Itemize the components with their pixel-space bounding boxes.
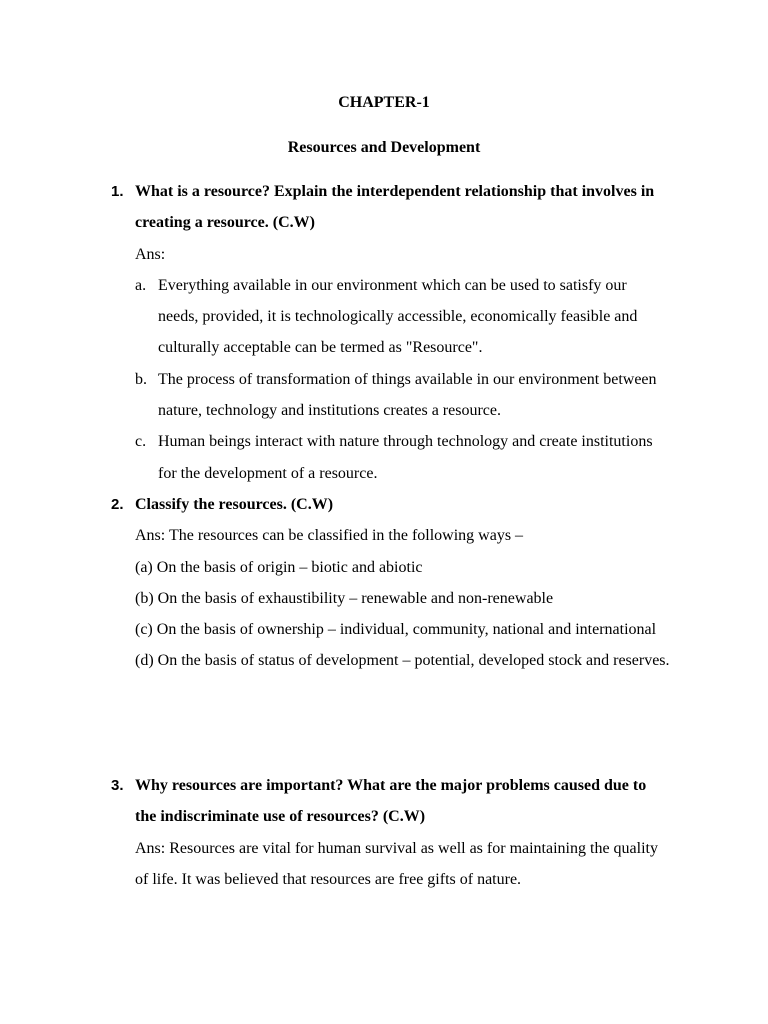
question-3: [111, 770, 671, 895]
classification-line: (d) On the basis of status of development – potential, developed stock and reserves.: [135, 652, 670, 670]
item-text: Everything available in our environment which can be used to satisfy our needs, provided, it is technologically accessible, economically feasible and culturally acceptable can be termed as "Resource".: [158, 276, 638, 357]
question-text: Why resources are important? What are the major problems caused due to the indiscriminate use of resources? (C.W): [135, 777, 647, 826]
item-letter: b.: [135, 370, 147, 388]
chapter-subtitle: Resources and Development: [287, 139, 481, 156]
answer-intro: Ans: The resources can be classified in the following ways –: [135, 527, 524, 545]
item-letter: c.: [135, 433, 147, 451]
item-text: Human beings interact with nature through technology and create institutions for the development of a resource.: [158, 433, 653, 482]
classification-line: (c) On the basis of ownership – individual, community, national and international: [135, 621, 657, 639]
question-2: [111, 489, 671, 677]
item-letter: a.: [135, 276, 147, 294]
item-text: The process of transformation of things available in our environment between nature, technology and institutions creates a resource.: [158, 370, 657, 420]
question-1: [111, 176, 671, 489]
question-number: 1.: [111, 183, 124, 200]
question-text: What is a resource? Explain the interdependent relationship that involves in creating a resource. (C.W): [135, 183, 655, 232]
classification-line: (b) On the basis of exhaustibility – renewable and non-renewable: [135, 589, 554, 607]
classification-line: (a) On the basis of origin – biotic and abiotic: [135, 558, 423, 576]
answer-item: [135, 426, 671, 489]
chapter-heading: CHAPTER-1: [338, 94, 430, 111]
answer-item: [135, 364, 671, 427]
answer-item: [135, 270, 671, 364]
question-number: 2.: [111, 496, 124, 513]
question-number: 3.: [111, 777, 124, 794]
answer-label: Ans:: [135, 245, 166, 263]
answer-text: Ans: Resources are vital for human survival as well as for maintaining the quality of life. It was believed that resources are free gifts of nature.: [135, 839, 658, 888]
question-text: Classify the resources. (C.W): [135, 496, 334, 513]
